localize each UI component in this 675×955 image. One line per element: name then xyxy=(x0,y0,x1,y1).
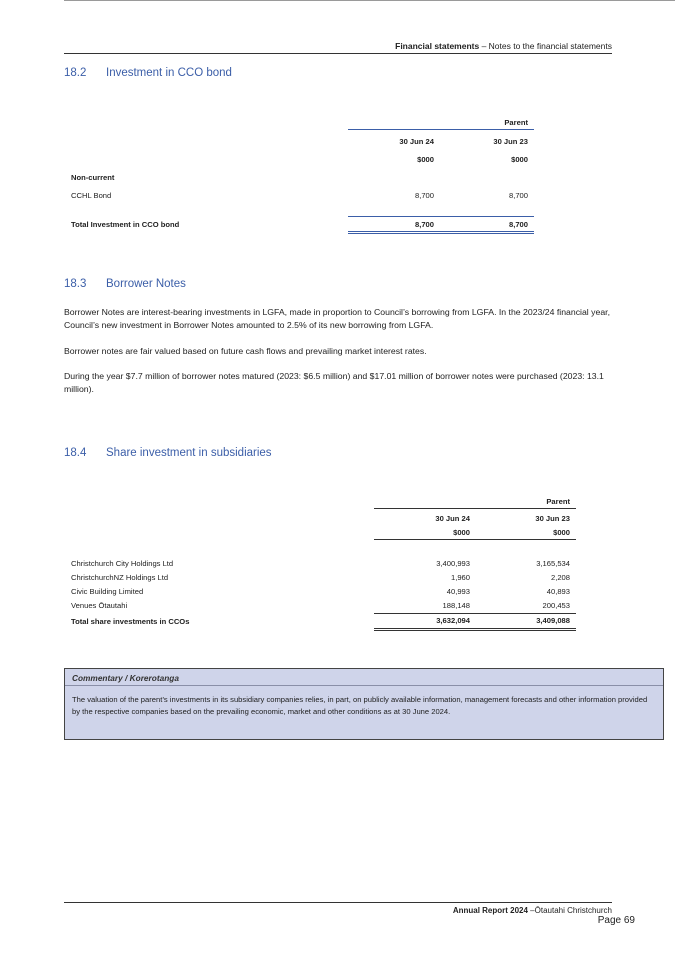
unit-2023: $000 xyxy=(476,525,576,540)
row-value-2023: 8,700 xyxy=(508,190,528,200)
paragraph: Borrower notes are fair valued based on future cash flows and prevailing market interest rates. xyxy=(64,346,427,356)
total-label: Total Investment in CCO bond xyxy=(71,220,180,229)
row-value-2024: 8,700 xyxy=(414,190,434,200)
paragraph: During the year $7.7 million of borrower notes matured (2023: $6.5 million) and $17.01 million of borrower notes were purchased (2023: 13.1 million). xyxy=(64,371,604,394)
row-label: ChristchurchNZ Holdings Ltd xyxy=(71,573,169,582)
header-rule xyxy=(64,53,612,54)
row-value-2023: 2,208 xyxy=(550,573,570,582)
row-value-2023: 3,165,534 xyxy=(536,559,570,568)
row-value-2023: 200,453 xyxy=(542,601,570,610)
col-header-2023: 30 Jun 23 xyxy=(493,136,528,146)
table-row xyxy=(64,571,576,585)
section-title: Borrower Notes xyxy=(106,278,186,290)
table-row xyxy=(64,557,576,571)
total-value-2024: 8,700 xyxy=(348,217,440,233)
total-row xyxy=(64,217,534,233)
col-header-2023: 30 Jun 23 xyxy=(535,513,570,523)
col-header-2024: 30 Jun 24 xyxy=(399,136,434,146)
total-value-2024: 3,632,094 xyxy=(374,613,476,629)
unit-2024: $000 xyxy=(374,525,476,540)
section-18-3-heading xyxy=(64,278,186,290)
section-number: 18.3 xyxy=(64,278,87,290)
row-value-2024: 3,400,993 xyxy=(436,559,470,568)
paragraph: Borrower Notes are interest-bearing investments in LGFA, made in proportion to Council’s borrowing from LGFA. In the 2023/24 financial year, Council’s new investment in Borrower Notes amounted to 2.5% of its new borrowing from LGFA. xyxy=(64,307,610,330)
section-18-2-heading xyxy=(64,67,232,79)
footer-rest: –Ōtautahi Christchurch xyxy=(527,906,612,915)
running-header xyxy=(395,41,612,51)
subsidiaries-table xyxy=(64,494,576,631)
group-label: Non-current xyxy=(71,172,115,182)
row-label: Venues Ōtautahi xyxy=(71,601,128,611)
total-value-2023: 3,409,088 xyxy=(476,613,576,629)
commentary-title: Commentary / Korerotanga xyxy=(72,673,179,683)
footer-rule xyxy=(64,902,612,903)
row-value-2023: 40,893 xyxy=(546,587,570,596)
total-label: Total share investments in CCOs xyxy=(71,616,190,626)
header-bold: Financial statements xyxy=(395,41,480,51)
section-title: Investment in CCO bond xyxy=(106,67,232,79)
section-number: 18.2 xyxy=(64,67,87,79)
commentary-box xyxy=(64,668,664,740)
table-row xyxy=(64,585,576,599)
footer-bold: Annual Report 2024 xyxy=(452,906,528,915)
col-header-2024: 30 Jun 24 xyxy=(435,513,470,523)
unit-2024: $000 xyxy=(417,154,434,164)
commentary-divider xyxy=(65,685,663,686)
row-label: Civic Building Limited xyxy=(71,587,144,596)
row-label: CCHL Bond xyxy=(71,190,112,200)
parent-label: Parent xyxy=(440,115,534,130)
parent-label: Parent xyxy=(546,496,570,506)
cco-bond-table xyxy=(64,115,534,234)
row-value-2024: 188,148 xyxy=(442,601,470,610)
row-label: Christchurch City Holdings Ltd xyxy=(71,559,174,568)
header-rest: – Notes to the financial statements xyxy=(479,41,612,51)
section-title: Share investment in subsidiaries xyxy=(106,447,272,459)
top-rule xyxy=(64,0,675,1)
row-value-2024: 1,960 xyxy=(450,573,470,582)
section-number: 18.4 xyxy=(64,447,87,459)
commentary-text: The valuation of the parent’s investments in its subsidiary companies relies, in part, on publicly available information, management forecasts and other information provided by the respective companies based on the prevailing economic, market and other conditions as at 30 June 2024. xyxy=(72,695,648,716)
total-value-2023: 8,700 xyxy=(440,217,534,233)
table-row xyxy=(64,188,534,202)
footer-text xyxy=(453,906,612,915)
table-row xyxy=(64,599,576,614)
section-18-4-heading xyxy=(64,447,272,459)
row-value-2024: 40,993 xyxy=(446,587,470,596)
page-number: Page 69 xyxy=(597,915,635,926)
unit-2023: $000 xyxy=(511,154,528,164)
total-row xyxy=(64,613,576,629)
